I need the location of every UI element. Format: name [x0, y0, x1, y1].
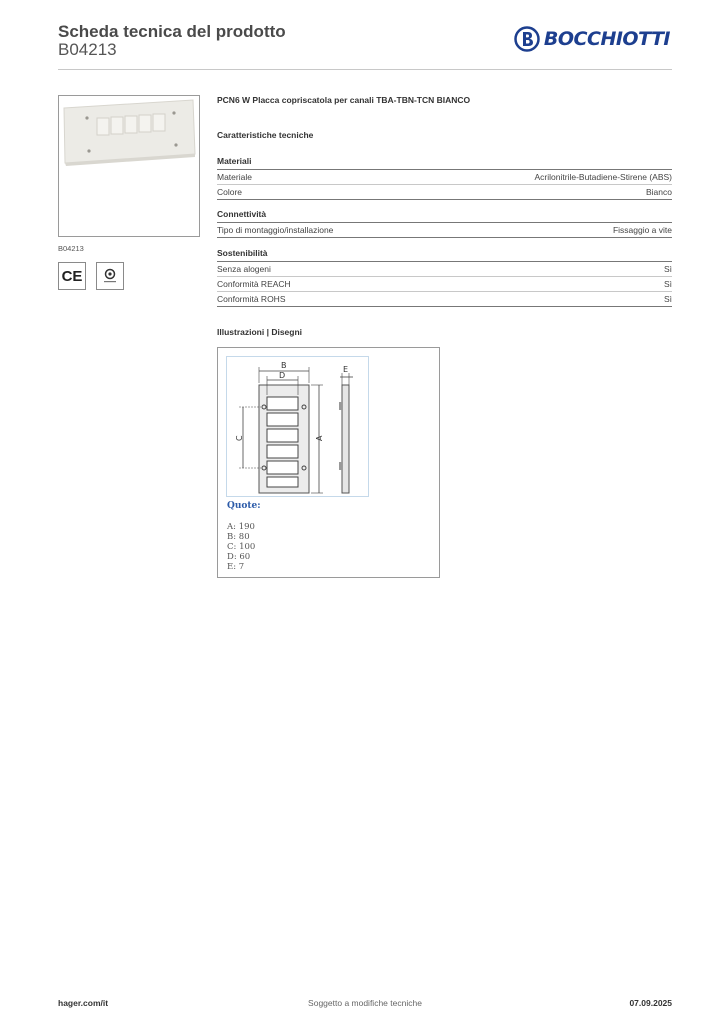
dimension-label-d: D — [279, 371, 286, 380]
logo-text: BOCCHIOTTI — [543, 28, 670, 50]
ce-mark-icon — [58, 262, 86, 290]
section-heading: Materiali — [217, 155, 672, 170]
spec-label: Conformità ROHS — [217, 294, 286, 304]
spec-row — [217, 170, 672, 185]
technical-features-heading: Caratteristiche tecniche — [217, 130, 314, 140]
footer-date: 07.09.2025 — [629, 998, 672, 1008]
spec-value: Acrilonitrile-Butadiene-Stirene (ABS) — [534, 172, 672, 182]
product-image — [58, 95, 200, 237]
bocchiotti-logo-icon — [514, 26, 540, 52]
ce-mark-text: CE — [61, 267, 83, 285]
section-materiali — [217, 155, 672, 200]
page-header — [58, 20, 672, 70]
product-title: PCN6 W Placca copriscatola per canali TBA-TBN-TCN BIANCO — [217, 95, 471, 105]
dimension-drawing — [227, 357, 368, 496]
spec-value: Sì — [663, 279, 672, 289]
dimension-label-a: A — [315, 435, 324, 441]
document-code: B04213 — [58, 40, 117, 59]
dimension-label-e: E — [343, 365, 349, 374]
spec-row — [217, 185, 672, 200]
certification-mark-icon — [96, 262, 124, 290]
spec-label: Tipo di montaggio/installazione — [217, 225, 334, 235]
spec-label: Conformità REACH — [217, 279, 291, 289]
section-sostenibilita — [217, 247, 672, 307]
spec-row — [217, 277, 672, 292]
imq-mark-icon — [100, 266, 120, 286]
dimension-label-c: C — [235, 435, 244, 441]
quote-item: C: 100 — [227, 542, 256, 552]
quotes-list — [227, 522, 255, 572]
footer-website: hager.com/it — [58, 998, 109, 1008]
product-plate-picture — [59, 96, 199, 236]
image-caption-code: B04213 — [58, 244, 84, 253]
spec-row — [217, 262, 672, 277]
dimension-label-b: B — [281, 361, 287, 370]
spec-label: Senza alogeni — [217, 264, 271, 274]
quote-item: D: 60 — [227, 552, 251, 562]
quote-item: B: 80 — [227, 532, 250, 542]
spec-row — [217, 223, 672, 238]
document-title: Scheda tecnica del prodotto — [58, 22, 286, 41]
illustrations-heading: Illustrazioni | Disegni — [217, 327, 303, 337]
spec-label: Materiale — [217, 172, 252, 182]
section-connettivita — [217, 208, 672, 238]
brand-logo — [514, 26, 670, 52]
quotes-heading: Quote: — [227, 501, 261, 511]
spec-value: Bianco — [646, 187, 672, 197]
spec-label: Colore — [217, 187, 243, 197]
section-heading: Sostenibilità — [217, 247, 672, 262]
spec-value: Sì — [663, 264, 672, 274]
spec-value: Fissaggio a vite — [612, 225, 672, 235]
technical-drawing-panel — [217, 347, 440, 578]
quote-item: E: 7 — [227, 562, 245, 572]
section-heading: Connettività — [217, 208, 672, 223]
footer-note: Soggetto a modifiche tecniche — [308, 998, 422, 1008]
technical-drawing — [226, 356, 369, 497]
spec-row — [217, 292, 672, 307]
spec-value: Sì — [663, 294, 672, 304]
quote-item: A: 190 — [227, 522, 255, 532]
